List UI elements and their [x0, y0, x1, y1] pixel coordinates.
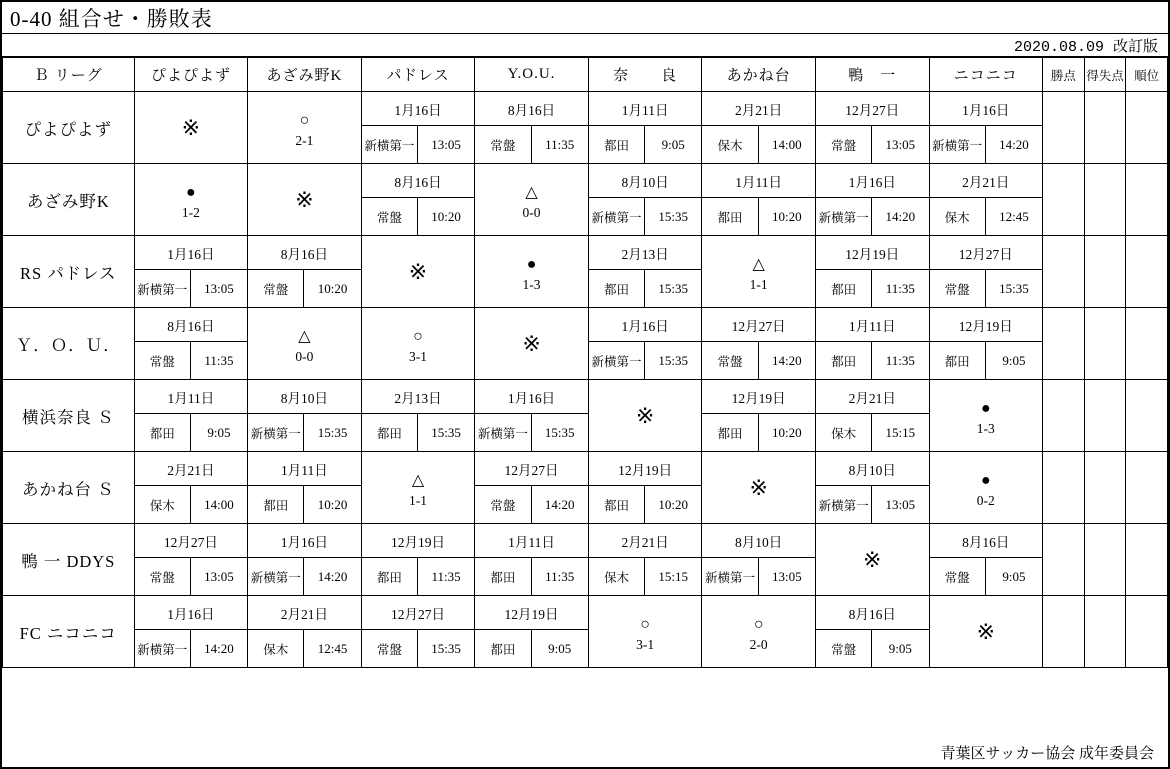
match-time: 11:35: [885, 280, 915, 296]
match-date: 1月16日: [248, 524, 361, 558]
rank-cell: [1126, 236, 1168, 308]
match-date: 8月16日: [362, 164, 475, 198]
diagonal-mark-icon: ※: [976, 618, 995, 644]
match-date: 2月21日: [816, 380, 929, 414]
result-mark-icon: ○: [753, 616, 764, 633]
diagonal-mark-icon: ※: [408, 258, 428, 284]
match-venue: 都田: [475, 558, 531, 595]
match-date: 8月10日: [702, 524, 815, 558]
schedule-cell: [475, 524, 589, 596]
schedule-cell: [475, 380, 589, 452]
match-date: 1月16日: [362, 92, 475, 126]
result-mark-icon: ○: [640, 616, 650, 633]
match-venue: 保木: [816, 414, 872, 451]
match-venue: 都田: [589, 486, 645, 523]
match-time: 15:35: [544, 424, 575, 440]
schedule-cell: [929, 308, 1043, 380]
self-cell: [248, 164, 362, 236]
match-venue: 保木: [930, 198, 986, 235]
result-mark-icon: ●: [980, 472, 991, 489]
row-team-name: あざみ野K: [3, 164, 135, 236]
schedule-cell: [702, 92, 816, 164]
match-venue: 保木: [248, 630, 304, 667]
match-venue: 新横第一: [589, 342, 645, 379]
result-mark-icon: ○: [413, 328, 423, 345]
schedule-cell: [248, 380, 362, 452]
match-date: 2月21日: [248, 596, 361, 630]
table-row: [3, 236, 1168, 308]
table-body: [3, 92, 1168, 668]
match-date: 12月19日: [930, 308, 1043, 342]
result-score: 3-1: [636, 637, 655, 652]
match-date: 1月11日: [248, 452, 361, 486]
row-team-name: ぴよぴよず: [3, 92, 135, 164]
match-time: 9:05: [548, 640, 572, 656]
points-cell: [1043, 452, 1085, 524]
match-time: 14:20: [204, 640, 234, 656]
match-time: 10:20: [771, 424, 802, 440]
standings-table: [2, 57, 1168, 668]
schedule-cell: [929, 524, 1043, 596]
row-team-name: RS パドレス: [3, 236, 135, 308]
self-cell: [815, 524, 929, 596]
match-time: 9:05: [1002, 568, 1026, 584]
goal-diff-cell: [1084, 92, 1126, 164]
schedule-cell: [815, 596, 929, 668]
match-venue: 都田: [475, 630, 531, 667]
header-team-4: 奈 良: [588, 58, 702, 92]
page-title: 0-40 組合せ・勝敗表: [2, 2, 1168, 34]
result-cell: [134, 164, 248, 236]
row-team-name: 鴨 一 DDYS: [3, 524, 135, 596]
match-date: 12月27日: [702, 308, 815, 342]
result-mark-icon: △: [411, 472, 425, 489]
table-row: [3, 452, 1168, 524]
rank-cell: [1126, 164, 1168, 236]
match-venue: 都田: [702, 414, 758, 451]
match-time: 10:20: [431, 208, 461, 224]
match-time: 15:35: [431, 424, 461, 440]
schedule-cell: [248, 524, 362, 596]
match-time: 10:20: [771, 208, 802, 224]
result-score: 1-1: [408, 493, 427, 508]
points-cell: [1043, 92, 1085, 164]
match-date: 2月13日: [589, 236, 702, 270]
rank-cell: [1126, 596, 1168, 668]
match-date: 8月16日: [475, 92, 588, 126]
match-venue: 都田: [589, 270, 645, 307]
match-venue: 都田: [702, 198, 758, 235]
match-venue: 都田: [816, 270, 872, 307]
match-venue: 常盤: [475, 126, 531, 163]
header-team-6: 鴨 一: [815, 58, 929, 92]
match-time: 14:20: [771, 352, 802, 368]
match-time: 10:20: [317, 496, 348, 512]
header-team-1: あざみ野K: [248, 58, 362, 92]
schedule-cell: [815, 452, 929, 524]
match-venue: 新横第一: [816, 486, 872, 523]
rank-cell: [1126, 92, 1168, 164]
header-team-3: Y.O.U.: [475, 58, 589, 92]
match-time: 13:05: [771, 568, 802, 584]
table-row: [3, 596, 1168, 668]
self-cell: [475, 308, 589, 380]
schedule-cell: [248, 596, 362, 668]
diagonal-mark-icon: ※: [522, 330, 541, 356]
table-row: [3, 92, 1168, 164]
match-time: 10:20: [317, 280, 348, 296]
result-cell: [475, 236, 589, 308]
revision-date: 2020.08.09 改訂版: [2, 34, 1168, 57]
match-date: 1月16日: [930, 92, 1043, 126]
schedule-cell: [929, 164, 1043, 236]
match-date: 2月21日: [135, 452, 248, 486]
match-time: 12:45: [317, 640, 348, 656]
diagonal-mark-icon: ※: [749, 474, 768, 500]
schedule-cell: [929, 92, 1043, 164]
result-cell: [929, 380, 1043, 452]
match-venue: 常盤: [362, 630, 418, 667]
match-venue: 都田: [362, 558, 418, 595]
schedule-cell: [815, 236, 929, 308]
match-venue: 常盤: [816, 630, 872, 667]
diagonal-mark-icon: ※: [635, 402, 655, 428]
header-team-5: あかね台: [702, 58, 816, 92]
result-score: 1-2: [181, 205, 200, 220]
match-date: 1月11日: [589, 92, 702, 126]
match-venue: 新横第一: [589, 198, 645, 235]
match-date: 1月11日: [475, 524, 588, 558]
match-date: 2月21日: [702, 92, 815, 126]
match-date: 1月16日: [475, 380, 588, 414]
footer-credit: 青葉区サッカー協会 成年委員会: [940, 745, 1154, 762]
match-venue: 常盤: [362, 198, 418, 235]
match-date: 12月27日: [930, 236, 1043, 270]
header-points: 勝点: [1043, 58, 1085, 92]
match-date: 12月19日: [589, 452, 702, 486]
table-header: [3, 58, 1168, 92]
result-mark-icon: △: [525, 184, 538, 201]
match-time: 15:15: [658, 568, 689, 584]
points-cell: [1043, 524, 1085, 596]
match-venue: 常盤: [475, 486, 531, 523]
match-date: 12月27日: [362, 596, 475, 630]
match-time: 14:20: [999, 136, 1029, 152]
points-cell: [1043, 596, 1085, 668]
match-date: 2月21日: [589, 524, 702, 558]
match-time: 13:05: [885, 136, 916, 152]
schedule-cell: [588, 308, 702, 380]
schedule-cell: [702, 164, 816, 236]
schedule-cell: [361, 380, 475, 452]
result-cell: [929, 452, 1043, 524]
header-league: Ｂ リーグ: [3, 58, 135, 92]
result-cell: [248, 92, 362, 164]
match-time: 12:45: [999, 208, 1029, 224]
match-time: 11:35: [885, 352, 915, 368]
header-goal-diff: 得失点: [1084, 58, 1126, 92]
table-row: [3, 308, 1168, 380]
schedule-cell: [134, 380, 248, 452]
schedule-cell: [361, 524, 475, 596]
result-score: 0-0: [295, 349, 314, 364]
match-venue: 都田: [589, 126, 645, 163]
schedule-cell: [248, 452, 362, 524]
result-score: 1-1: [749, 277, 768, 292]
match-venue: 常盤: [702, 342, 758, 379]
match-time: 10:20: [658, 496, 689, 512]
match-venue: 保木: [135, 486, 191, 523]
schedule-cell: [588, 452, 702, 524]
match-venue: 常盤: [816, 126, 872, 163]
diagonal-mark-icon: ※: [295, 186, 314, 212]
schedule-cell: [134, 308, 248, 380]
match-date: 1月11日: [702, 164, 815, 198]
match-date: 8月16日: [816, 596, 929, 630]
points-cell: [1043, 164, 1085, 236]
table-row: [3, 164, 1168, 236]
match-date: 8月16日: [930, 524, 1043, 558]
schedule-cell: [361, 596, 475, 668]
row-team-name: あかね台 Ｓ: [3, 452, 135, 524]
points-cell: [1043, 236, 1085, 308]
match-venue: 常盤: [135, 558, 191, 595]
match-venue: 常盤: [248, 270, 304, 307]
match-time: 13:05: [204, 568, 234, 584]
match-venue: 都田: [248, 486, 304, 523]
schedule-cell: [702, 380, 816, 452]
result-cell: [702, 236, 816, 308]
goal-diff-cell: [1084, 380, 1126, 452]
match-venue: 新横第一: [702, 558, 758, 595]
match-date: 8月16日: [135, 308, 248, 342]
header-team-0: ぴよぴよず: [134, 58, 248, 92]
match-time: 13:05: [204, 280, 234, 296]
match-date: 12月19日: [475, 596, 588, 630]
match-time: 9:05: [207, 424, 231, 440]
row-team-name: Ｙ．Ｏ．Ｕ．: [3, 308, 135, 380]
match-time: 11:35: [431, 568, 461, 584]
match-date: 2月21日: [930, 164, 1043, 198]
match-venue: 新横第一: [248, 414, 304, 451]
match-time: 13:05: [431, 136, 461, 152]
points-cell: [1043, 308, 1085, 380]
match-date: 1月16日: [589, 308, 702, 342]
match-venue: 常盤: [135, 342, 191, 379]
points-cell: [1043, 380, 1085, 452]
result-mark-icon: △: [752, 256, 765, 273]
match-time: 14:00: [771, 136, 802, 152]
match-time: 15:35: [431, 640, 461, 656]
self-cell: [361, 236, 475, 308]
goal-diff-cell: [1084, 308, 1126, 380]
match-venue: 都田: [135, 414, 191, 451]
self-cell: [134, 92, 248, 164]
rank-cell: [1126, 380, 1168, 452]
match-venue: 新横第一: [135, 630, 191, 667]
diagonal-mark-icon: ※: [181, 114, 201, 140]
result-score: 1-3: [976, 421, 995, 436]
self-cell: [929, 596, 1043, 668]
schedule-cell: [815, 380, 929, 452]
result-mark-icon: △: [298, 328, 311, 345]
match-date: 8月10日: [816, 452, 929, 486]
schedule-cell: [134, 452, 248, 524]
goal-diff-cell: [1084, 452, 1126, 524]
match-time: 15:15: [885, 424, 916, 440]
match-time: 11:35: [204, 352, 234, 368]
match-venue: 都田: [362, 414, 418, 451]
match-date: 12月27日: [475, 452, 588, 486]
schedule-cell: [134, 596, 248, 668]
header-row: [3, 58, 1168, 92]
match-time: 15:35: [658, 352, 689, 368]
goal-diff-cell: [1084, 596, 1126, 668]
match-date: 8月10日: [248, 380, 361, 414]
match-time: 15:35: [658, 208, 689, 224]
match-venue: 新横第一: [248, 558, 304, 595]
match-date: 2月13日: [362, 380, 475, 414]
diagonal-mark-icon: ※: [863, 546, 882, 572]
schedule-cell: [134, 524, 248, 596]
result-mark-icon: ●: [526, 256, 537, 273]
match-time: 14:20: [317, 568, 348, 584]
schedule-cell: [361, 164, 475, 236]
match-date: 12月19日: [816, 236, 929, 270]
match-venue: 保木: [589, 558, 645, 595]
result-cell: [361, 452, 475, 524]
result-score: 2-1: [295, 133, 314, 148]
schedule-cell: [929, 236, 1043, 308]
result-score: 0-0: [522, 205, 541, 220]
match-time: 11:35: [545, 568, 575, 584]
goal-diff-cell: [1084, 236, 1126, 308]
match-venue: 常盤: [930, 270, 986, 307]
result-cell: [248, 308, 362, 380]
match-time: 15:35: [317, 424, 348, 440]
result-score: 3-1: [408, 349, 427, 364]
match-date: 1月16日: [135, 596, 248, 630]
match-venue: 常盤: [930, 558, 986, 595]
schedule-cell: [475, 452, 589, 524]
match-venue: 新横第一: [475, 414, 531, 451]
goal-diff-cell: [1084, 524, 1126, 596]
match-date: 8月10日: [589, 164, 702, 198]
match-time: 14:20: [544, 496, 575, 512]
match-time: 9:05: [1002, 352, 1026, 368]
self-cell: [702, 452, 816, 524]
schedule-cell: [815, 164, 929, 236]
match-date: 12月19日: [702, 380, 815, 414]
match-date: 12月27日: [135, 524, 248, 558]
rank-cell: [1126, 452, 1168, 524]
match-date: 1月11日: [816, 308, 929, 342]
match-date: 12月19日: [362, 524, 475, 558]
result-cell: [361, 308, 475, 380]
match-date: 1月16日: [816, 164, 929, 198]
match-time: 14:20: [885, 208, 916, 224]
header-team-2: パドレス: [361, 58, 475, 92]
schedule-cell: [475, 596, 589, 668]
match-time: 15:35: [999, 280, 1029, 296]
result-cell: [588, 596, 702, 668]
result-cell: [475, 164, 589, 236]
match-time: 14:00: [204, 496, 234, 512]
schedule-cell: [588, 164, 702, 236]
schedule-cell: [475, 92, 589, 164]
result-cell: [702, 596, 816, 668]
goal-diff-cell: [1084, 164, 1126, 236]
schedule-cell: [702, 308, 816, 380]
header-rank: 順位: [1126, 58, 1168, 92]
result-score: 2-0: [749, 637, 768, 652]
schedule-cell: [702, 524, 816, 596]
schedule-cell: [588, 92, 702, 164]
match-venue: 新横第一: [135, 270, 191, 307]
match-date: 1月16日: [135, 236, 248, 270]
match-venue: 都田: [816, 342, 872, 379]
result-score: 1-3: [522, 277, 541, 292]
match-date: 1月11日: [135, 380, 248, 414]
schedule-cell: [815, 308, 929, 380]
result-score: 0-2: [976, 493, 995, 508]
schedule-cell: [588, 524, 702, 596]
table-row: [3, 524, 1168, 596]
match-venue: 保木: [702, 126, 758, 163]
header-team-7: ニコニコ: [929, 58, 1043, 92]
match-date: 12月27日: [816, 92, 929, 126]
schedule-cell: [134, 236, 248, 308]
match-venue: 新横第一: [816, 198, 872, 235]
match-time: 13:05: [885, 496, 916, 512]
schedule-cell: [361, 92, 475, 164]
result-mark-icon: ●: [980, 400, 991, 417]
result-mark-icon: ○: [299, 112, 310, 129]
self-cell: [588, 380, 702, 452]
match-time: 11:35: [545, 136, 575, 152]
schedule-cell: [248, 236, 362, 308]
match-venue: 新横第一: [930, 126, 986, 163]
rank-cell: [1126, 308, 1168, 380]
schedule-cell: [588, 236, 702, 308]
result-mark-icon: ●: [186, 184, 196, 201]
match-time: 9:05: [661, 136, 685, 152]
row-team-name: FC ニコニコ: [3, 596, 135, 668]
match-date: 8月16日: [248, 236, 361, 270]
schedule-cell: [815, 92, 929, 164]
match-time: 9:05: [888, 640, 912, 656]
match-time: 15:35: [658, 280, 689, 296]
match-venue: 都田: [930, 342, 986, 379]
match-venue: 新横第一: [362, 126, 418, 163]
rank-cell: [1126, 524, 1168, 596]
row-team-name: 横浜奈良 Ｓ: [3, 380, 135, 452]
table-row: [3, 380, 1168, 452]
